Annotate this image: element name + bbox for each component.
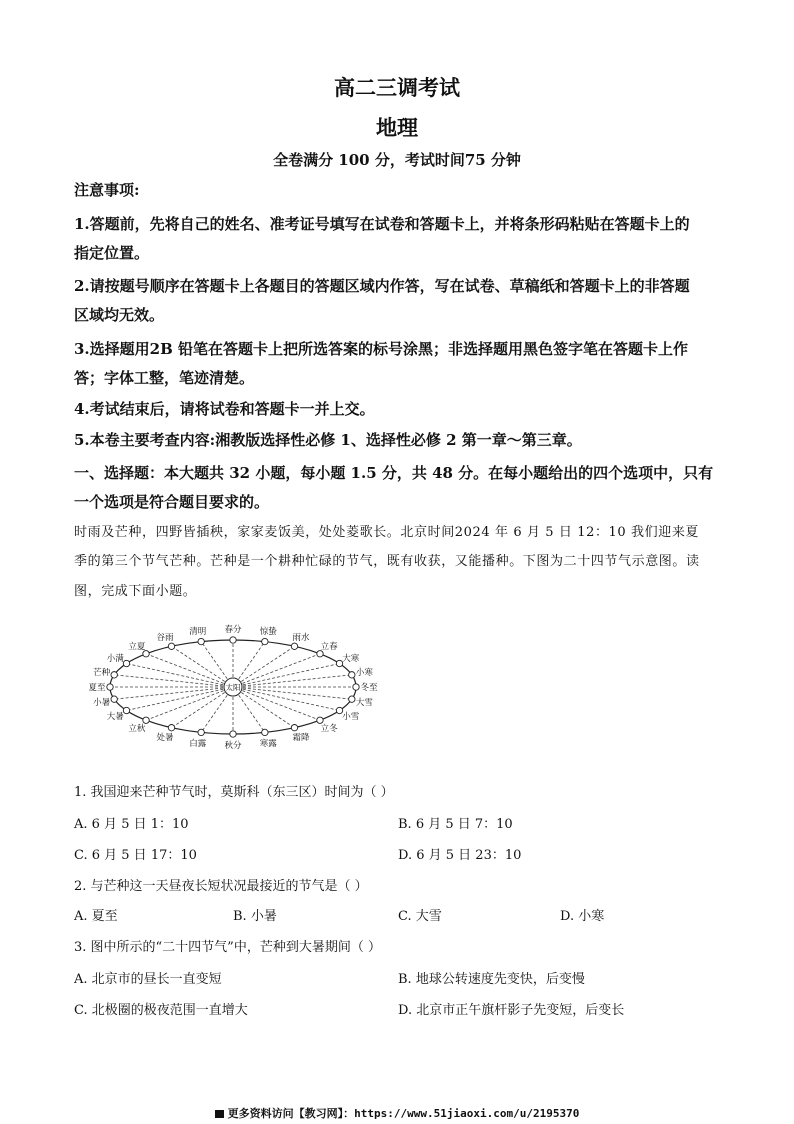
term-dot	[291, 643, 297, 649]
term-label: 夏至	[88, 683, 106, 693]
solar-terms-diagram	[88, 614, 408, 764]
flag-icon	[215, 1110, 224, 1118]
term-dot	[111, 672, 117, 678]
term-label: 立秋	[128, 724, 146, 735]
term-dot	[262, 729, 268, 735]
term-label: 秋分	[224, 741, 242, 751]
question-3-stem: 3. 图中所示的“二十四节气”中，芒种到大暑期间（ ）	[74, 940, 381, 955]
question-1-option-a[interactable]: A. 6 月 5 日 1：10	[74, 817, 189, 832]
passage-line-2: 季的第三个节气芒种。芒种是一个耕种忙碌的节气，既有收获，又能播种。下图为二十四节气示意图。读	[74, 554, 700, 569]
question-3-option-a[interactable]: A. 北京市的昼长一直变短	[74, 972, 222, 987]
orbit-spoke	[114, 687, 233, 699]
term-dot	[198, 729, 204, 735]
term-label: 大雪	[355, 698, 373, 709]
passage-line-3: 图，完成下面小题。	[74, 584, 197, 599]
question-2-stem: 2. 与芒种这一天昼夜长短状况最接近的节气是（ ）	[74, 879, 368, 894]
question-1-option-d[interactable]: D. 6 月 5 日 23：10	[398, 848, 522, 863]
question-3-option-b[interactable]: B. 地球公转速度先变快，后变慢	[398, 972, 585, 987]
term-label: 大暑	[106, 712, 124, 722]
term-dot	[349, 672, 355, 678]
term-dot	[168, 643, 174, 649]
term-label: 芒种	[93, 667, 111, 678]
sun-label: 太阳	[225, 683, 241, 692]
term-dot	[353, 684, 359, 690]
notice-item-2-line-1: 2.请按题号顺序在答题卡上各题目的答题区域内作答，写在试卷、草稿纸和答题卡上的非答题	[74, 277, 690, 295]
term-label: 雨水	[292, 632, 310, 643]
question-2-option-a[interactable]: A. 夏至	[74, 909, 118, 924]
term-dot	[291, 725, 297, 731]
term-label: 清明	[189, 626, 207, 637]
term-label: 小寒	[355, 667, 373, 678]
question-1-option-c[interactable]: C. 6 月 5 日 17：10	[74, 848, 197, 863]
term-label: 立春	[320, 641, 338, 652]
term-label: 白露	[189, 739, 207, 750]
notice-item-1-line-1: 1.答题前，先将自己的姓名、准考证号填写在试卷和答题卡上，并将条形码粘贴在答题卡上的	[74, 215, 690, 233]
question-3-option-d[interactable]: D. 北京市正午旗杆影子先变短，后变长	[398, 1003, 625, 1018]
question-3-option-c[interactable]: C. 北极圈的极夜范围一直增大	[74, 1003, 248, 1018]
notice-item-1-line-2: 指定位置。	[74, 244, 150, 262]
notice-item-4: 4.考试结束后，请将试卷和答题卡一并上交。	[74, 400, 375, 418]
question-1-stem: 1. 我国迎来芒种节气时，莫斯科（东三区）时间为（ ）	[74, 785, 394, 800]
term-dot	[349, 696, 355, 702]
notice-item-2-line-2: 区域均无效。	[74, 306, 165, 324]
term-label: 春分	[224, 625, 242, 635]
term-dot	[123, 660, 129, 666]
term-label: 惊蛰	[259, 626, 277, 637]
term-label: 冬至	[360, 683, 378, 693]
term-dot	[111, 696, 117, 702]
notice-item-3-line-1: 3.选择题用2B 铅笔在答题卡上把所选答案的标号涂黑；非选择题用黑色签字笔在答题卡上作	[74, 340, 689, 358]
orbit-spoke	[114, 675, 233, 687]
passage-line-1: 时雨及芒种，四野皆插秧，家家麦饭美，处处菱歌长。北京时间2024 年 6 月 5 日 12：10 我们迎来夏	[74, 525, 700, 540]
footer-text: 更多资料访问【教习网】：https://www.51jiaoxi.com/u/2195370	[227, 1107, 580, 1120]
term-dot	[168, 725, 174, 731]
term-dot	[143, 717, 149, 723]
term-label: 霜降	[292, 733, 310, 744]
exam-title: 高二三调考试	[334, 75, 460, 100]
question-2-option-b[interactable]: B. 小暑	[233, 909, 277, 924]
term-label: 立夏	[128, 641, 146, 652]
term-dot	[123, 707, 129, 713]
section-heading-line-1: 一、选择题：本大题共 32 小题，每小题 1.5 分，共 48 分。在每小题给出的四个选项中，只有	[74, 464, 714, 482]
term-label: 小雪	[342, 712, 360, 722]
question-1-option-b[interactable]: B. 6 月 5 日 7：10	[398, 817, 513, 832]
notice-item-3-line-2: 答；字体工整，笔迹清楚。	[74, 369, 255, 387]
term-dot	[198, 638, 204, 644]
term-label: 立冬	[320, 724, 338, 735]
term-label: 小满	[106, 654, 124, 664]
term-dot	[230, 731, 236, 737]
term-label: 大寒	[342, 654, 360, 664]
exam-info: 全卷满分 100 分，考试时间75 分钟	[273, 151, 521, 169]
footer-link[interactable]	[0, 1105, 794, 1121]
notice-item-5: 5.本卷主要考查内容:湘教版选择性必修 1、选择性必修 2 第一章～第三章。	[74, 431, 582, 449]
term-dot	[230, 637, 236, 643]
subject-title: 地理	[376, 115, 418, 140]
term-dot	[262, 638, 268, 644]
term-dot	[317, 717, 323, 723]
question-2-option-d[interactable]: D. 小寒	[560, 909, 605, 924]
notice-heading: 注意事项:	[74, 181, 140, 199]
term-label: 小暑	[93, 698, 111, 709]
term-label: 谷雨	[156, 632, 174, 643]
orbit-spoke	[233, 687, 352, 699]
question-2-option-c[interactable]: C. 大雪	[398, 909, 442, 924]
section-heading-line-2: 一个选项是符合题目要求的。	[74, 493, 270, 511]
term-label: 处暑	[156, 733, 174, 744]
term-label: 寒露	[259, 739, 277, 750]
orbit-spoke	[233, 675, 352, 687]
term-dot	[107, 684, 113, 690]
